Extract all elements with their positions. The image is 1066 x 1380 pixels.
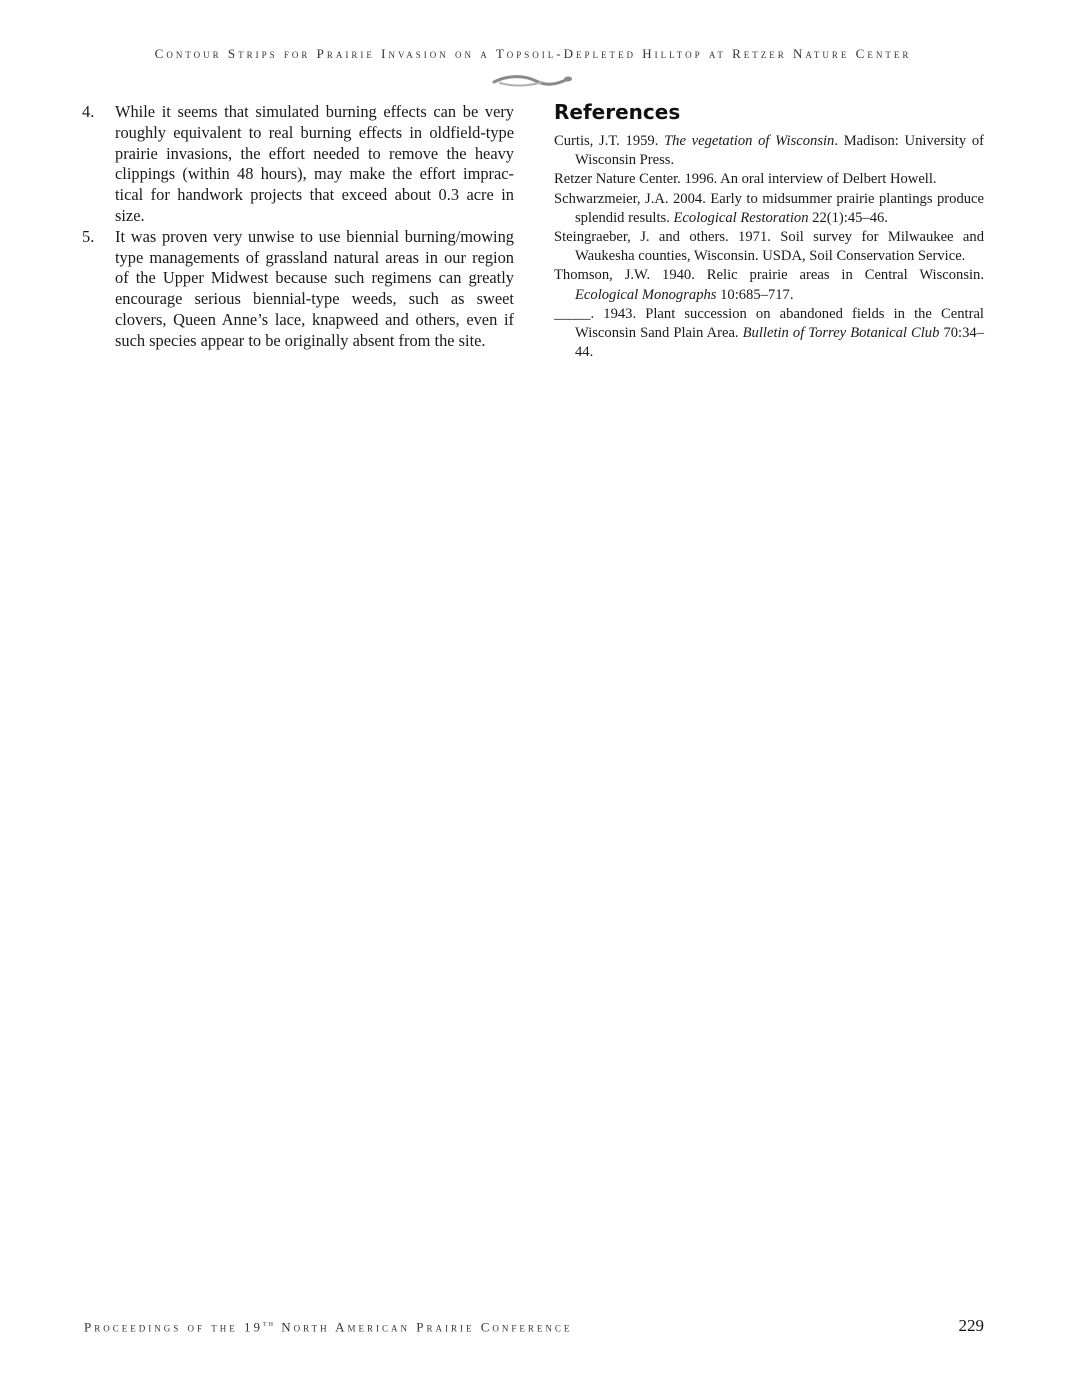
reference-item — [554, 266, 984, 304]
list-item-text: While it seems that simulated burning effects can be very roughly equivalent to real burning effects in oldfield-type prairie invasions, the effort needed to remove the heavy clippings (within 48 hours), may make the effort imprac- tical for handwork projects that exceed about 0.3 acre in size. — [115, 102, 514, 225]
footer-conference-title — [84, 1319, 572, 1335]
reference-item — [554, 132, 984, 170]
conclusions-column — [82, 102, 514, 352]
running-title: Contour Strips for Prairie Invasion on a Topsoil-Depleted Hilltop at Retzer Nature Center — [154, 46, 912, 61]
reference-text: . Madison: University of Wisconsin Press. — [575, 133, 984, 169]
reference-text: _____. 1943. Plant succession on abandoned fields in the Central Wisconsin Sand Plain Area. — [554, 305, 984, 342]
reference-item — [554, 305, 984, 363]
list-item — [82, 227, 514, 352]
ornament-flourish — [490, 72, 574, 90]
references-heading: References — [554, 100, 681, 124]
list-item-text: It was proven very unwise to use biennial burning/mowing type managements of grassland natural areas in our region of the Upper Midwest because such regimens can greatly encourage serious biennial-type weeds, such as sweet clovers, Queen Anne’s lace, knapweed and others, even if such species appear to be originally absent from the site. — [115, 226, 514, 350]
references-column — [554, 100, 984, 362]
list-item — [82, 102, 514, 227]
footer-superscript: th — [262, 1319, 275, 1328]
reference-title: The vegetation of Wisconsin — [664, 133, 835, 149]
list-item-number: 4. — [82, 102, 95, 121]
reference-text: Retzer Nature Center. 1996. An oral interview of Delbert Howell. — [554, 171, 937, 188]
references-list — [554, 132, 984, 362]
reference-text: Schwarzmeier, J.A. 2004. Early to midsummer prairie plantings produce splendid results. — [554, 190, 984, 226]
reference-text: 70:34–44. — [575, 325, 985, 361]
reference-text: Steingraeber, J. and others. 1971. Soil survey for Milwaukee and Waukesha counties, Wisconsin. USDA, Soil Conservation Service. — [554, 229, 984, 265]
reference-title: Bulletin of Torrey Botanical Club — [742, 325, 940, 342]
footer-text: North American Prairie Conference — [274, 1319, 573, 1335]
reference-item — [554, 170, 984, 189]
reference-item — [554, 190, 984, 228]
reference-text: Thomson, J.W. 1940. Relic prairie areas in Central Wisconsin. — [554, 267, 984, 284]
reference-item — [554, 228, 984, 266]
reference-text: 10:685–717. — [716, 286, 794, 303]
reference-title: Ecological Restoration — [673, 209, 809, 226]
reference-text: Curtis, J.T. 1959. — [554, 133, 665, 149]
conclusions-list — [82, 102, 514, 352]
footer-text: Proceedings of the 19 — [84, 1319, 263, 1335]
reference-text: 22(1):45–46. — [808, 209, 888, 226]
list-item-number: 5. — [82, 226, 95, 246]
reference-title: Ecological Monographs — [575, 286, 717, 303]
page-number: 229 — [958, 1316, 984, 1335]
